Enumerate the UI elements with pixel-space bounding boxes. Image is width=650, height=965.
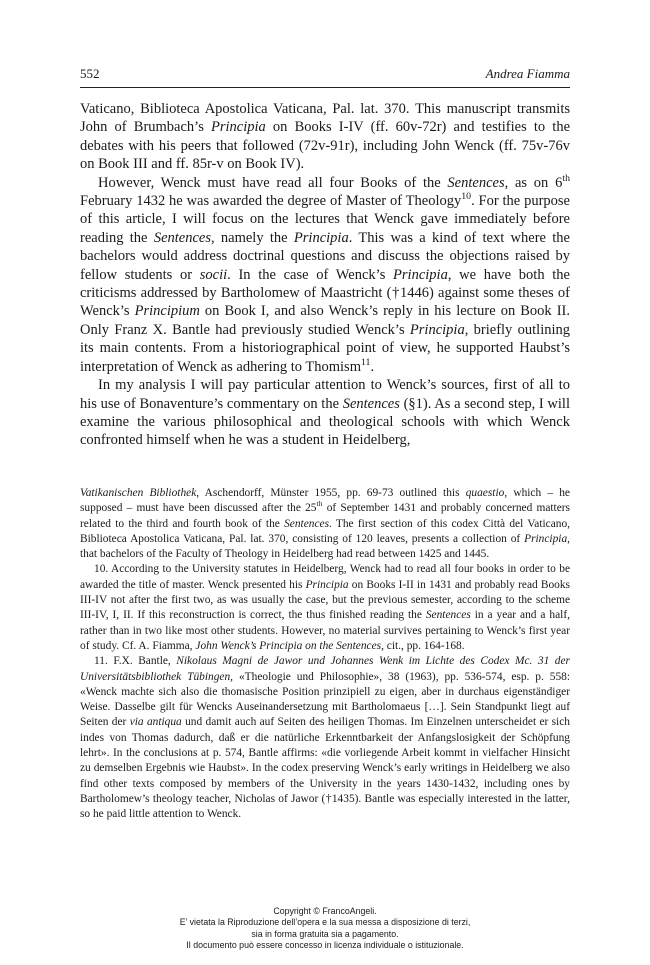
license-notice: Il documento può essere concesso in licenza individuale o istituzionale. [186, 939, 464, 950]
footnote-9-continued: Vatikanischen Bibliothek, Aschendorff, Münster 1955, pp. 69-73 outlined this quaestio, which – he supposed – must have been discussed after the 25th of September 1431 and probably concerned matters related to the third and fourth book of the Sentences. The first section of this codex Città del Vaticano, Biblioteca Apostolica Vaticana, Pal. lat. 370, consisting of 120 leaves, presents a collection of Principia, that bachelors of the Faculty of Theology in Heidelberg had read between 1425 and 1445. [80, 487, 571, 561]
body-paragraph: However, Wenck must have read all four Books of the Sentences, as on 6th February 1432 he was awarded the degree of Master of Theology$^{10}$. For the purpose of this article, I will focus on the lectures that Wenck gave immediately before reading the Sentences, namely the Principia. This was a kind of text where the bachelors would address doctrinal questions and discuss the objections raised by fellow students or socii. In the case of Wenck’s Principia, we have both the criticisms addressed by Bartholomew of Maastricht (†1446) against some theses of Wenck’s Principium on Book I, and also Wenck’s reply in his lecture on Book II. Only Franz X. Bantle had previously studied Wenck’s Principia, briefly outlining its main contents. From a historiographical point of view, he supported Haubst’s interpretation of Wenck as adhering to Thomism$^{11}$. [80, 172, 570, 375]
body-paragraph: In my analysis I will pay particular attention to Wenck’s sources, first of all to his use of Bonaventure’s commentary on the Sentences (§1). As a second step, I will examine the various philosophical and theological schools with which Wenck confronted himself when he was a student in Heidelberg, [80, 377, 570, 449]
running-head-author: Andrea Fiamma [485, 66, 570, 81]
body-paragraph: Vaticano, Biblioteca Apostolica Vaticana, Pal. lat. 370. This manuscript transmits John of Brumbach’s Principia on Books I-IV (ff. 60v-72r) and testifies to the debates with his peers that followed (72v-91r), including John Wenck (ff. 75v-76v on Book III and ff. 85r-v on Book IV). [80, 101, 571, 173]
reproduction-notice: E’ vietata la Riproduzione dell’opera e la sua messa a disposizione di terzi, [179, 917, 471, 928]
footnote-ref-11: 11 [360, 356, 371, 368]
main-text [80, 100, 570, 450]
copyright-footer [80, 906, 570, 951]
footnote-10: 10. According to the University statutes in Heidelberg, Wenck had to read all four books in order to be awarded the title of master. Wenck presented his Principia on Books I-II in 1431 and probably read Books III-IV not after the first two, as was usually the case, but the previous semester, according to the scheme III-IV, I, II. If this reconstruction is correct, the thus finished reading the Sentences in a year and a half, rather than in two like most other students. However, no material survives pertaining to Wenck’s first year of study. Cf. A. Fiamma, John Wenck’s Principia on the Sentences, cit., pp. 164-168. [80, 563, 570, 652]
footnote-11: 11. F.X. Bantle, Nikolaus Magni de Jawor und Johannes Wenk im Lichte des Codex Mc. 31 der Universitätsbibliothek Tübingen, «Theologie und Philosophie», 38 (1963), pp. 536-574, esp. p. 558: «Wenck machte sich also die thomasische Position prinzipiell zu eigen, aber in durchaus eigenständiger Weise. Dasselbe gilt für Wencks Auseinandersetzung mit Bartholomaeus […]. Sein Standpunkt liegt auf Seiten der via antiqua und damit auch auf Seiten des heiligen Thomas. Im Einzelnen unterscheidet er sich indes von Thomas dadurch, daß er die natürliche Erkenntbarkeit der Anfangslosigkeit der Schöpfung lehrt». In the conclusions at p. 574, Bantle affirms: «die vorliegende Arbeit kommt in vielfacher Hinsicht zu demselben Ergebnis wie Haubst». In the codex preserving Wenck’s early writings in Heidelberg we also find other texts composed by members of the University in the years 1430-1432, including ones by Bartholomew’s theology teacher, Nicholas of Jawor (†1435). Bantle was especially interested in the latter, so he paid little attention to Wenck. [80, 655, 570, 821]
footnote-ref-10: 10 [461, 191, 472, 203]
page-number: 552 [80, 66, 100, 81]
reproduction-notice-cont: sia in forma gratuita sia a pagamento. [251, 928, 399, 939]
footnotes [80, 486, 570, 823]
header-rule [80, 87, 570, 88]
copyright-line: Copyright © FrancoAngeli. [273, 906, 377, 916]
